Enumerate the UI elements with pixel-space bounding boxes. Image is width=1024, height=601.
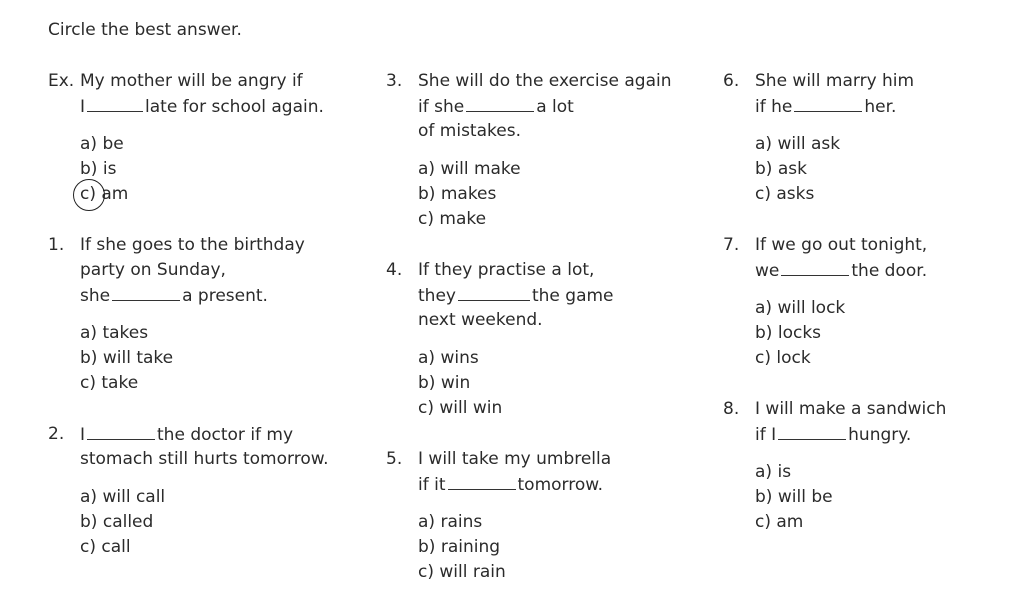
text-fragment: a present. <box>182 286 268 306</box>
question-text-line <box>80 283 268 309</box>
option-letter: b) <box>80 512 98 532</box>
option-letter: b) <box>755 159 773 179</box>
option-text: will make <box>440 159 521 179</box>
option-letter: b) <box>755 323 773 343</box>
option-text: will take <box>102 348 174 368</box>
option-c[interactable] <box>80 182 128 207</box>
answer-blank <box>794 94 862 112</box>
option-c[interactable] <box>80 371 138 396</box>
option-a[interactable] <box>80 485 165 510</box>
option-a[interactable] <box>755 296 845 321</box>
option-c[interactable] <box>755 346 811 371</box>
option-text: call <box>101 537 131 557</box>
option-letter: a) <box>418 512 436 532</box>
answer-blank <box>466 94 534 112</box>
text-fragment: if he <box>755 97 793 117</box>
text-fragment: she <box>80 286 111 306</box>
question-text-line: If we go out tonight, <box>755 235 928 255</box>
option-a[interactable] <box>755 460 791 485</box>
option-text: am <box>776 512 804 532</box>
text-fragment: a lot <box>536 97 574 117</box>
option-letter: b) <box>418 537 436 557</box>
question-text-line: If she goes to the birthday <box>80 235 305 255</box>
option-c[interactable] <box>418 560 506 585</box>
question-text-line <box>418 472 603 498</box>
answer-blank <box>87 422 155 440</box>
option-b[interactable] <box>80 346 173 371</box>
instruction: Circle the best answer. <box>48 20 242 40</box>
question-text-line: She will do the exercise again <box>418 71 672 91</box>
option-b[interactable] <box>755 157 807 182</box>
question-text-line: stomach still hurts tomorrow. <box>80 449 329 469</box>
text-fragment: I <box>80 425 86 445</box>
option-text: is <box>102 159 117 179</box>
question-text-line <box>755 94 896 120</box>
answer-blank <box>87 94 143 112</box>
question-text-line: I will take my umbrella <box>418 449 612 469</box>
option-text: makes <box>440 184 497 204</box>
option-text: will be <box>777 487 833 507</box>
option-text: make <box>439 209 487 229</box>
option-a[interactable] <box>418 510 482 535</box>
option-a[interactable] <box>755 132 840 157</box>
question-text-line: of mistakes. <box>418 121 521 141</box>
answer-blank <box>781 258 849 276</box>
question-number: Ex. <box>48 71 75 91</box>
option-text: am <box>101 184 129 204</box>
option-letter: b) <box>80 348 98 368</box>
text-fragment: tomorrow. <box>517 475 603 495</box>
option-a[interactable] <box>80 132 124 157</box>
answer-blank <box>458 283 530 301</box>
option-letter: c) <box>418 562 434 582</box>
answer-blank <box>778 422 846 440</box>
question-number: 4. <box>386 260 403 280</box>
option-text: will win <box>439 398 503 418</box>
option-letter: a) <box>80 323 98 343</box>
option-letter: b) <box>80 159 98 179</box>
option-text: will rain <box>439 562 506 582</box>
question-number: 2. <box>48 424 65 444</box>
option-letter: a) <box>755 134 773 154</box>
question-text-line <box>755 258 927 284</box>
option-letter: b) <box>418 373 436 393</box>
option-letter: c) <box>418 209 434 229</box>
option-text: will call <box>102 487 166 507</box>
option-text: is <box>777 462 792 482</box>
text-fragment: late for school again. <box>145 97 324 117</box>
option-letter: b) <box>418 184 436 204</box>
option-text: be <box>102 134 124 154</box>
option-text: locks <box>777 323 822 343</box>
option-letter: c) <box>755 512 771 532</box>
question-number: 7. <box>723 235 740 255</box>
option-text: will ask <box>777 134 841 154</box>
question-text-line: next weekend. <box>418 310 543 330</box>
text-fragment: hungry. <box>848 425 912 445</box>
option-text: lock <box>776 348 811 368</box>
option-letter: a) <box>80 134 98 154</box>
question-number: 3. <box>386 71 403 91</box>
option-letter: a) <box>80 487 98 507</box>
option-letter: a) <box>418 159 436 179</box>
option-text: rains <box>440 512 483 532</box>
option-a[interactable] <box>80 321 148 346</box>
option-text: asks <box>776 184 815 204</box>
option-c[interactable] <box>80 535 131 560</box>
answer-blank <box>112 283 180 301</box>
text-fragment: if it <box>418 475 446 495</box>
question-text-line <box>418 94 574 120</box>
option-text: ask <box>777 159 807 179</box>
option-b[interactable] <box>755 485 833 510</box>
option-text: win <box>440 373 471 393</box>
option-letter: c) <box>80 373 96 393</box>
text-fragment: I <box>80 97 86 117</box>
question-text-line: If they practise a lot, <box>418 260 595 280</box>
option-b[interactable] <box>755 321 821 346</box>
option-c[interactable] <box>755 510 803 535</box>
text-fragment: the door. <box>851 261 928 281</box>
question-number: 8. <box>723 399 740 419</box>
option-text: wins <box>440 348 479 368</box>
text-fragment: the doctor if my <box>157 425 294 445</box>
question-text-line <box>80 94 324 120</box>
option-c[interactable] <box>418 396 502 421</box>
question-text-line <box>755 422 911 448</box>
question-number: 5. <box>386 449 403 469</box>
option-letter: c) <box>418 398 434 418</box>
option-c[interactable] <box>418 207 486 232</box>
question-text-line: My mother will be angry if <box>80 71 303 91</box>
option-text: raining <box>440 537 501 557</box>
option-text: called <box>102 512 154 532</box>
option-letter: c) <box>80 537 96 557</box>
text-fragment: if she <box>418 97 465 117</box>
question-text-line: She will marry him <box>755 71 915 91</box>
option-b[interactable] <box>418 371 470 396</box>
option-text: takes <box>102 323 149 343</box>
question-text-line <box>418 283 614 309</box>
option-c[interactable] <box>755 182 814 207</box>
option-b[interactable] <box>418 182 496 207</box>
question-number: 1. <box>48 235 65 255</box>
option-letter: c) <box>755 184 771 204</box>
option-text: take <box>101 373 139 393</box>
text-fragment: the game <box>531 286 614 306</box>
answer-blank <box>448 472 516 490</box>
option-b[interactable] <box>80 510 153 535</box>
option-text: will lock <box>777 298 846 318</box>
option-a[interactable] <box>418 157 521 182</box>
text-fragment: they <box>418 286 456 306</box>
option-letter: a) <box>755 462 773 482</box>
option-b[interactable] <box>418 535 500 560</box>
question-number: 6. <box>723 71 740 91</box>
option-letter: c) <box>755 348 771 368</box>
option-letter: b) <box>755 487 773 507</box>
circled-answer-mark: c) <box>80 182 96 207</box>
option-letter: a) <box>755 298 773 318</box>
text-fragment: we <box>755 261 780 281</box>
question-text-line <box>80 422 293 448</box>
text-fragment: her. <box>864 97 897 117</box>
option-a[interactable] <box>418 346 479 371</box>
question-text-line: I will make a sandwich <box>755 399 947 419</box>
option-letter: a) <box>418 348 436 368</box>
question-text-line: party on Sunday, <box>80 260 226 280</box>
text-fragment: if I <box>755 425 777 445</box>
